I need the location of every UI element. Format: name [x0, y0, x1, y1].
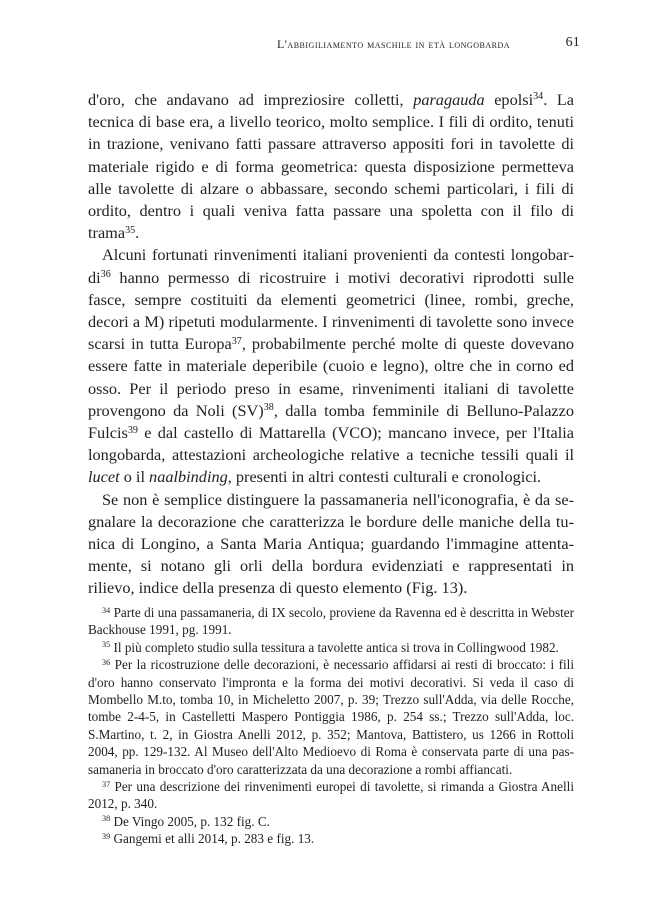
footnote-text: Per una descrizione dei rinvenimenti europei di tavolette, si rimanda a Giostra Anelli 2012, p. 340.	[88, 779, 574, 812]
footnote-number: 38	[102, 814, 111, 824]
paragraph-2	[88, 244, 574, 488]
text-run: . La tecnica di base era, a livello teorico, molto semplice. I fili di ordito, tenuti in trazione, venivano fatti passare attraverso appositi fori in tavolette di materiale rigido e di forma geometrica: questa disposizione permetteva alle tavolette di alzare o abbassare, secondo schemi particolari, i fili di ordito, dentro i quali veniva fatta passare una spoletta con il filo di trama	[88, 90, 574, 243]
text-run: e dal castello di Mattarella (VCO); mancano invece, per l'Italia longobarda, attestazioni archeologiche relative a tecniche tessili quali il	[88, 423, 574, 465]
footnote	[88, 813, 574, 830]
italic-term: lucet	[88, 467, 120, 487]
footnote	[88, 830, 574, 847]
text-run: , presenti in altri contesti culturali e cronologici.	[227, 467, 542, 487]
text-run: , probabilmente perché molte di queste dovevano essere fatte in materiale deperibile (cuoio e legno), oltre che in corno ed osso. Per il periodo preso in esame, rinvenimenti italiani di tavolette provengono da Noli (SV)	[88, 334, 574, 420]
paragraph-3: Se non è semplice distinguere la passamaneria nell'iconografia, è da segnalare la decorazione che caratterizza le bordure delle maniche della tunica di Longino, a Santa Maria Antiqua; guardando l'immagine attentamente, si notano gli orli della bordura evidenziati e rappresentati in rilievo, indice della presenza di questo elemento (Fig. 13).	[88, 489, 574, 598]
text-run: o il	[119, 467, 150, 487]
footnote-number: 39	[102, 831, 111, 841]
footnote-ref: 37	[231, 335, 242, 347]
text-run: .	[135, 223, 140, 243]
footnote-ref: 39	[127, 424, 138, 436]
footnote-ref: 36	[100, 269, 111, 281]
footnote-number: 36	[102, 657, 111, 667]
text-run: , dalla tomba femminile di Belluno-Palazzo Fulcis	[88, 400, 575, 443]
footnote	[88, 656, 574, 778]
text-run: d'oro, che andavano ad impreziosire colletti,	[88, 90, 414, 109]
running-head	[88, 37, 580, 55]
footnotes	[88, 604, 574, 848]
footnote	[88, 604, 574, 639]
italic-term: paragauda	[413, 90, 485, 109]
footnote-text: Parte di una passamaneria, di IX secolo, proviene da Ravenna ed è descritta in Webster Backhouse 1991, pg. 1991.	[88, 605, 574, 638]
footnote-text: Gangemi et alli 2014, p. 283 e fig. 13.	[110, 831, 315, 847]
footnote-text: Il più completo studio sulla tessitura a tavolette antica si trova in Collingwood 1982.	[110, 639, 559, 655]
page-number: 61	[565, 35, 580, 50]
footnote	[88, 639, 574, 656]
footnote-number: 35	[102, 640, 111, 650]
footnote-number: 34	[102, 605, 111, 615]
footnote-text: Per la ricostruzione delle decorazioni, è necessario affidarsi ai resti di broccato: i fili d'oro hanno conservato l'impronta e la forma dei motivi decorativi. Si veda il caso di Mombello M.to, tomba 10, in Micheletto 2007, p. 39; Trezzo sull'Adda, via delle Rocche, tombe 2-4-5, in Castelletti Maspero Pontiggia 1986, p. 254 ss.; Trezzo sull'Adda, loc. S.Martino, t. 2, in Giostra Anelli 2012, p. 352; Mantova, Battistero, us 1266 in Rottoli 2004, pp. 129-132. Al Museo dell'Alto Medioevo di Roma è conservata parte di una passamaneria in broccato d'oro caratterizzata da una decorazione a rombi affiancati.	[88, 657, 574, 777]
italic-term: naalbinding	[149, 467, 228, 487]
footnote	[88, 778, 574, 813]
text-run: epolsi	[484, 90, 534, 109]
text-run: hanno permesso di ricostruire i motivi decorativi riprodotti sulle fasce, sempre costituiti da elementi geometrici (linee, rombi, greche, decori a M) ripetuti modularmente. I rinvenimenti di tavolette sono invece scarsi in tutta Europa	[88, 267, 574, 354]
running-title: L'abbigiliamento maschile in età longobarda	[276, 37, 510, 51]
text-run: Alcuni fortunati rinvenimenti italiani provenienti da contesti longobardi	[88, 245, 574, 287]
paragraph-1	[88, 89, 574, 244]
footnote-number: 37	[102, 779, 111, 789]
body-text	[88, 89, 574, 600]
footnote-ref: 34	[533, 91, 544, 103]
footnote-ref: 35	[125, 224, 136, 236]
footnote-ref: 38	[263, 402, 274, 414]
footnote-text: De Vingo 2005, p. 132 fig. C.	[110, 813, 270, 829]
